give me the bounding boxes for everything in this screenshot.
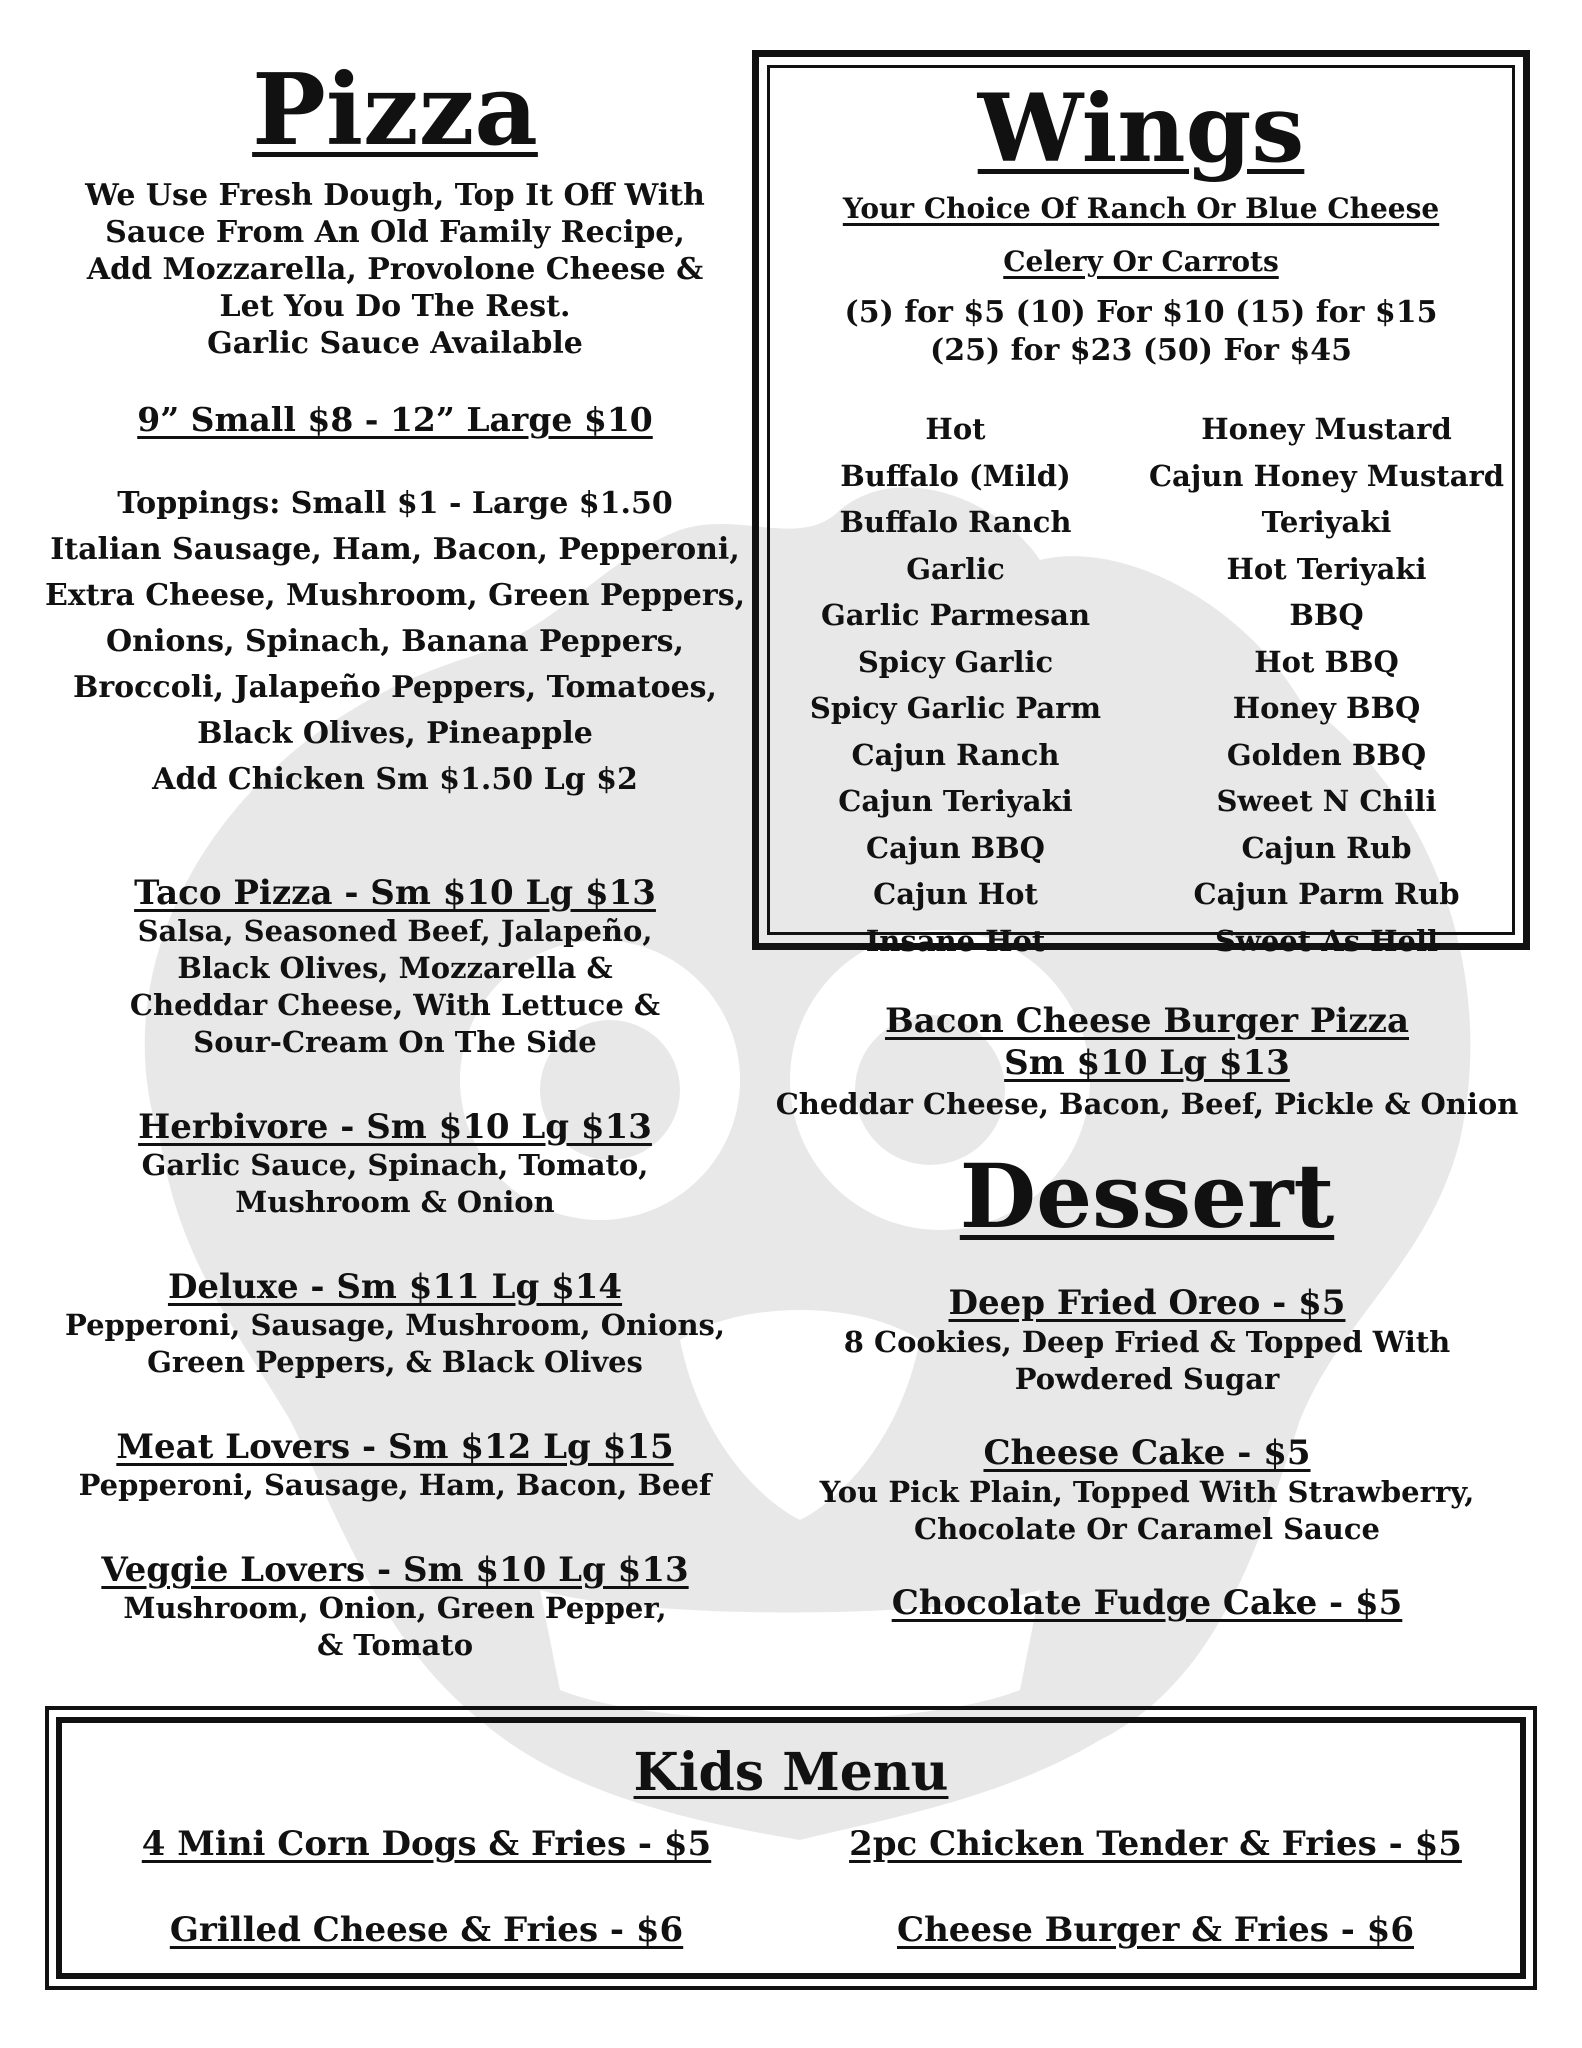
flavor-item: Garlic xyxy=(906,551,1005,586)
item-desc xyxy=(40,913,750,1061)
desc-line: Mushroom, Onion, Green Pepper, xyxy=(123,1590,667,1625)
wings-box xyxy=(752,50,1530,958)
flavor-item: Cajun Ranch xyxy=(851,737,1060,772)
toppings-line: Extra Cheese, Mushroom, Green Peppers, xyxy=(44,577,746,613)
item-name: Deep Fried Oreo - $5 xyxy=(948,1283,1346,1324)
desc-line: Mushroom & Onion xyxy=(235,1184,555,1219)
kids-item: Cheese Burger & Fries - $6 xyxy=(897,1910,1414,1950)
flavor-item: Buffalo (Mild) xyxy=(840,458,1071,493)
intro-line: We Use Fresh Dough, Top It Off With xyxy=(85,177,705,213)
deep-fried-oreo-item xyxy=(752,1282,1542,1398)
herbivore-item xyxy=(40,1107,750,1221)
item-name: Meat Lovers - Sm $12 Lg $15 xyxy=(116,1426,674,1467)
desc-line: Pepperoni, Sausage, Ham, Bacon, Beef xyxy=(78,1467,712,1502)
item-desc xyxy=(40,1147,750,1221)
flavor-item: Teriyaki xyxy=(1261,505,1392,539)
flavor-item: Spicy Garlic xyxy=(857,644,1054,679)
flavor-item: Garlic Parmesan xyxy=(820,598,1091,632)
wings-counts xyxy=(770,294,1512,370)
desc-line: You Pick Plain, Topped With Strawberry, xyxy=(819,1475,1475,1510)
toppings-line: Broccoli, Jalapeño Peppers, Tomatoes, xyxy=(72,669,718,705)
pizza-sizes-price: 9” Small $8 - 12” Large $10 xyxy=(137,399,653,439)
meat-lovers-item xyxy=(40,1427,750,1504)
desc-line: Chocolate Or Caramel Sauce xyxy=(913,1512,1380,1547)
counts-line: (25) for $23 (50) For $45 xyxy=(930,333,1352,368)
item-desc xyxy=(752,1474,1542,1548)
desc-line: Green Peppers, & Black Olives xyxy=(147,1344,643,1379)
flavor-item: Cajun Rub xyxy=(1241,830,1412,865)
flavor-item: Sweet As Hell xyxy=(1214,923,1439,958)
kids-item: 2pc Chicken Tender & Fries - $5 xyxy=(849,1824,1462,1864)
toppings-line: Toppings: Small $1 - Large $1.50 xyxy=(117,485,673,521)
bacon-cheese-burger-pizza xyxy=(752,1000,1542,1124)
item-name: Bacon Cheese Burger Pizza xyxy=(884,1001,1409,1041)
flavors-right-column xyxy=(1141,406,1512,964)
item-name: Chocolate Fudge Cake - $5 xyxy=(891,1583,1403,1624)
kids-inner-frame xyxy=(56,1717,1526,1979)
desc-line: Cheddar Cheese, With Lettuce & xyxy=(129,987,661,1022)
pizza-intro xyxy=(40,177,750,362)
intro-line: Let You Do The Rest. xyxy=(219,288,571,324)
kids-items xyxy=(62,1821,1520,1953)
flavor-item: Golden BBQ xyxy=(1226,737,1427,772)
kids-menu-box xyxy=(45,1706,1537,1990)
flavor-item: Cajun BBQ xyxy=(866,830,1045,865)
flavor-item: Insane Hot xyxy=(865,923,1046,958)
chocolate-fudge-cake-item xyxy=(752,1582,1542,1624)
wings-inner-frame xyxy=(767,65,1515,958)
wings-dip-choice: Your Choice Of Ranch Or Blue Cheese xyxy=(842,192,1440,225)
flavor-item: Cajun Parm Rub xyxy=(1193,877,1460,911)
flavors-left-column xyxy=(770,406,1141,964)
flavor-item: Spicy Garlic Parm xyxy=(809,691,1102,725)
flavor-item: Hot Teriyaki xyxy=(1226,551,1427,586)
intro-line: Garlic Sauce Available xyxy=(207,325,583,361)
item-name: Cheese Cake - $5 xyxy=(983,1433,1311,1474)
desc-line: Black Olives, Mozzarella & xyxy=(177,950,613,985)
flavor-item: Cajun Hot xyxy=(873,877,1038,911)
item-name: Taco Pizza - Sm $10 Lg $13 xyxy=(134,872,656,913)
pizza-section xyxy=(40,53,750,1664)
desc-line: 8 Cookies, Deep Fried & Topped With xyxy=(843,1325,1451,1360)
cheese-cake-item xyxy=(752,1432,1542,1548)
item-desc xyxy=(40,1307,750,1381)
desc-line: & Tomato xyxy=(316,1627,474,1662)
flavor-item: BBQ xyxy=(1289,598,1364,632)
kids-item: Grilled Cheese & Fries - $6 xyxy=(169,1910,684,1950)
dessert-section xyxy=(752,1144,1542,1624)
desc-line: Sour-Cream On The Side xyxy=(193,1024,597,1059)
wings-title: Wings xyxy=(977,74,1305,184)
toppings-line: Black Olives, Pineapple xyxy=(197,715,593,751)
flavor-item: Cajun Honey Mustard xyxy=(1148,458,1505,493)
item-desc: Cheddar Cheese, Bacon, Beef, Pickle & Onion xyxy=(775,1087,1519,1121)
item-desc xyxy=(40,1467,750,1504)
intro-line: Sauce From An Old Family Recipe, xyxy=(105,214,685,250)
desc-line: Salsa, Seasoned Beef, Jalapeño, xyxy=(137,913,653,948)
wings-flavors xyxy=(770,406,1512,964)
wings-sides: Celery Or Carrots xyxy=(1003,245,1279,278)
desc-line: Powdered Sugar xyxy=(1014,1362,1280,1397)
item-desc xyxy=(752,1324,1542,1398)
veggie-lovers-item xyxy=(40,1550,750,1664)
flavor-item: Hot BBQ xyxy=(1254,644,1399,679)
pizza-title: Pizza xyxy=(252,53,538,168)
kids-title: Kids Menu xyxy=(633,1742,949,1803)
flavor-item: Honey BBQ xyxy=(1232,691,1421,725)
pizza-toppings xyxy=(40,481,750,803)
taco-pizza-item xyxy=(40,873,750,1061)
flavor-item: Buffalo Ranch xyxy=(839,505,1072,539)
item-name: Veggie Lovers - Sm $10 Lg $13 xyxy=(101,1549,689,1590)
flavor-item: Honey Mustard xyxy=(1201,412,1452,446)
item-price: Sm $10 Lg $13 xyxy=(1004,1043,1290,1083)
item-name: Deluxe - Sm $11 Lg $14 xyxy=(167,1266,623,1307)
intro-line: Add Mozzarella, Provolone Cheese & xyxy=(86,251,704,287)
desc-line: Pepperoni, Sausage, Mushroom, Onions, xyxy=(65,1307,725,1342)
toppings-line: Add Chicken Sm $1.50 Lg $2 xyxy=(152,761,638,797)
toppings-line: Italian Sausage, Ham, Bacon, Pepperoni, xyxy=(50,531,740,567)
counts-line: (5) for $5 (10) For $10 (15) for $15 xyxy=(844,295,1438,330)
deluxe-item xyxy=(40,1267,750,1381)
flavor-item: Hot xyxy=(925,412,986,446)
flavor-item: Sweet N Chili xyxy=(1216,784,1437,818)
toppings-line: Onions, Spinach, Banana Peppers, xyxy=(106,623,684,659)
dessert-title: Dessert xyxy=(959,1144,1335,1248)
kids-item: 4 Mini Corn Dogs & Fries - $5 xyxy=(141,1824,712,1864)
item-name: Herbivore - Sm $10 Lg $13 xyxy=(138,1106,652,1147)
item-desc xyxy=(40,1590,750,1664)
flavor-item: Cajun Teriyaki xyxy=(838,784,1073,818)
desc-line: Garlic Sauce, Spinach, Tomato, xyxy=(141,1147,649,1182)
